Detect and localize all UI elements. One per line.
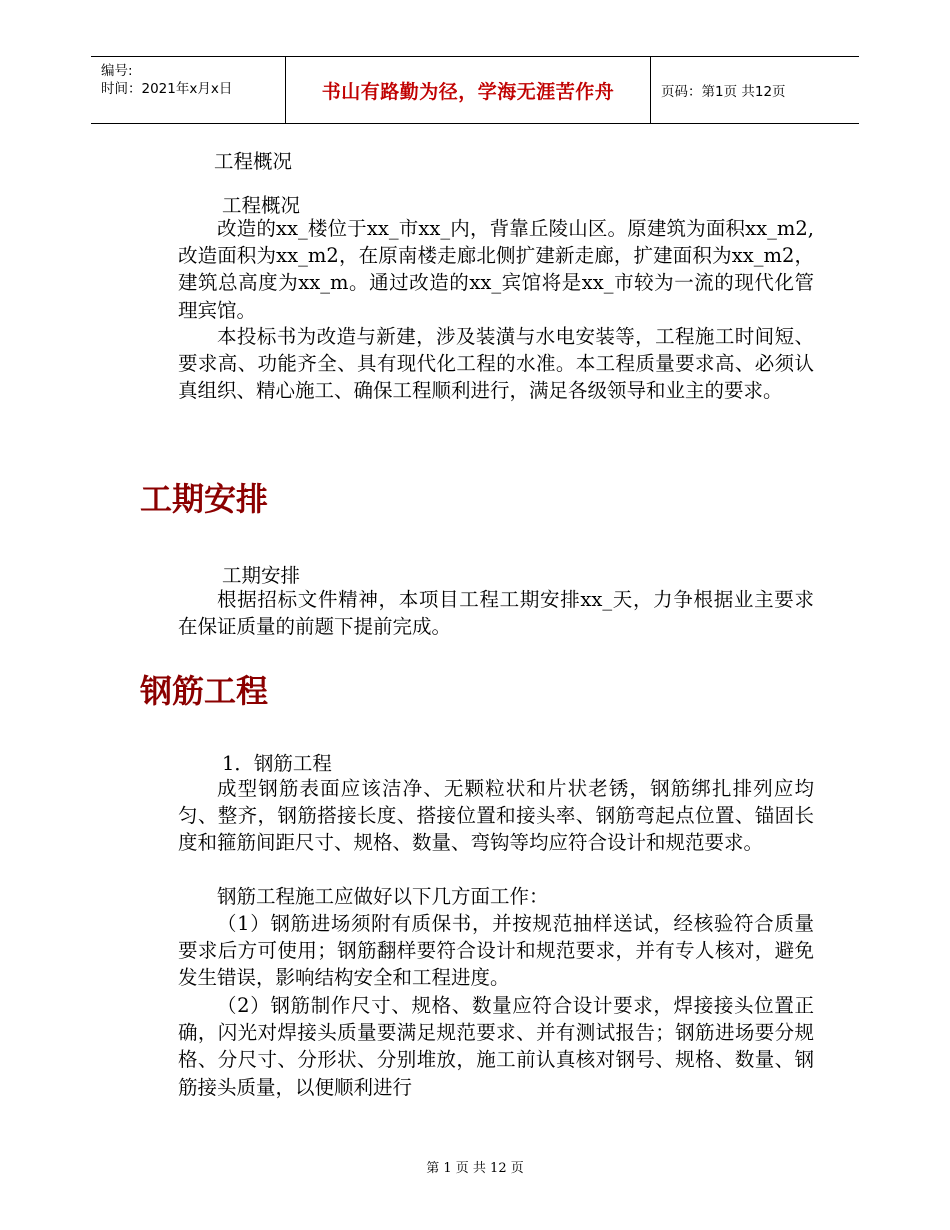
section-subtitle-rebar: 1．钢筋工程 bbox=[222, 752, 332, 775]
heading-schedule: 工期安排 bbox=[140, 480, 269, 518]
paragraph-overview-1: 改造的xx_楼位于xx_市xx_内，背靠丘陵山区。原建筑为面积xx_m2,改造面积为xx_m2，在原南楼走廊北侧扩建新走廊，扩建面积为xx_m2，建筑总高度为xx_m。通过改造的xx_宾馆将是xx_市较为一流的现代化管理宾馆。 bbox=[178, 217, 814, 322]
paragraph-rebar-4: （2）钢筋制作尺寸、规格、数量应符合设计要求，焊接接头位置正确，闪光对焊接头质量要满足规范要求、并有测试报告；钢筋进场要分规格、分尺寸、分形状、分别堆放，施工前认真核对钢号、规格、数量、钢筋接头质量，以便顺利进行 bbox=[178, 994, 814, 1099]
page-header bbox=[91, 56, 859, 124]
page-footer: 第 1 页 共 12 页 bbox=[426, 1161, 524, 1176]
header-page-info: 页码：第1页 共12页 bbox=[661, 84, 786, 100]
paragraph-rebar-1: 成型钢筋表面应该洁净、无颗粒状和片状老锈，钢筋绑扎排列应均匀、整齐，钢筋搭接长度、搭接位置和接头率、钢筋弯起点位置、锚固长度和箍筋间距尺寸、规格、数量、弯钩等均应符合设计和规范要求。 bbox=[178, 777, 814, 855]
section-subtitle-overview: 工程概况 bbox=[222, 194, 301, 217]
paragraph-overview-2: 本投标书为改造与新建，涉及装潢与水电安装等，工程施工时间短、要求高、功能齐全、具有现代化工程的水准。本工程质量要求高、必须认真组织、精心施工、确保工程顺利进行，满足各级领导和业主的要求。 bbox=[178, 325, 814, 403]
paragraph-rebar-2: 钢筋工程施工应做好以下几方面工作： bbox=[217, 885, 549, 908]
document-number-label: 编号: bbox=[101, 63, 133, 79]
heading-rebar: 钢筋工程 bbox=[140, 672, 269, 710]
section-subtitle-schedule: 工期安排 bbox=[222, 564, 301, 587]
header-meta bbox=[91, 57, 285, 123]
paragraph-schedule-1: 根据招标文件精神，本项目工程工期安排xx_天，力争根据业主要求在保证质量的前题下提前完成。 bbox=[178, 588, 814, 639]
header-motto: 书山有路勤为径，学海无涯苦作舟 bbox=[285, 57, 651, 123]
paragraph-rebar-3: （1）钢筋进场须附有质保书，并按规范抽样送试，经核验符合质量要求后方可使用；钢筋翻样要符合设计和规范要求，并有专人核对，避免发生错误，影响结构安全和工程进度。 bbox=[178, 912, 814, 990]
document-time: 时间：2021年x月x日 bbox=[101, 81, 233, 97]
section-title-overview: 工程概况 bbox=[214, 150, 293, 173]
